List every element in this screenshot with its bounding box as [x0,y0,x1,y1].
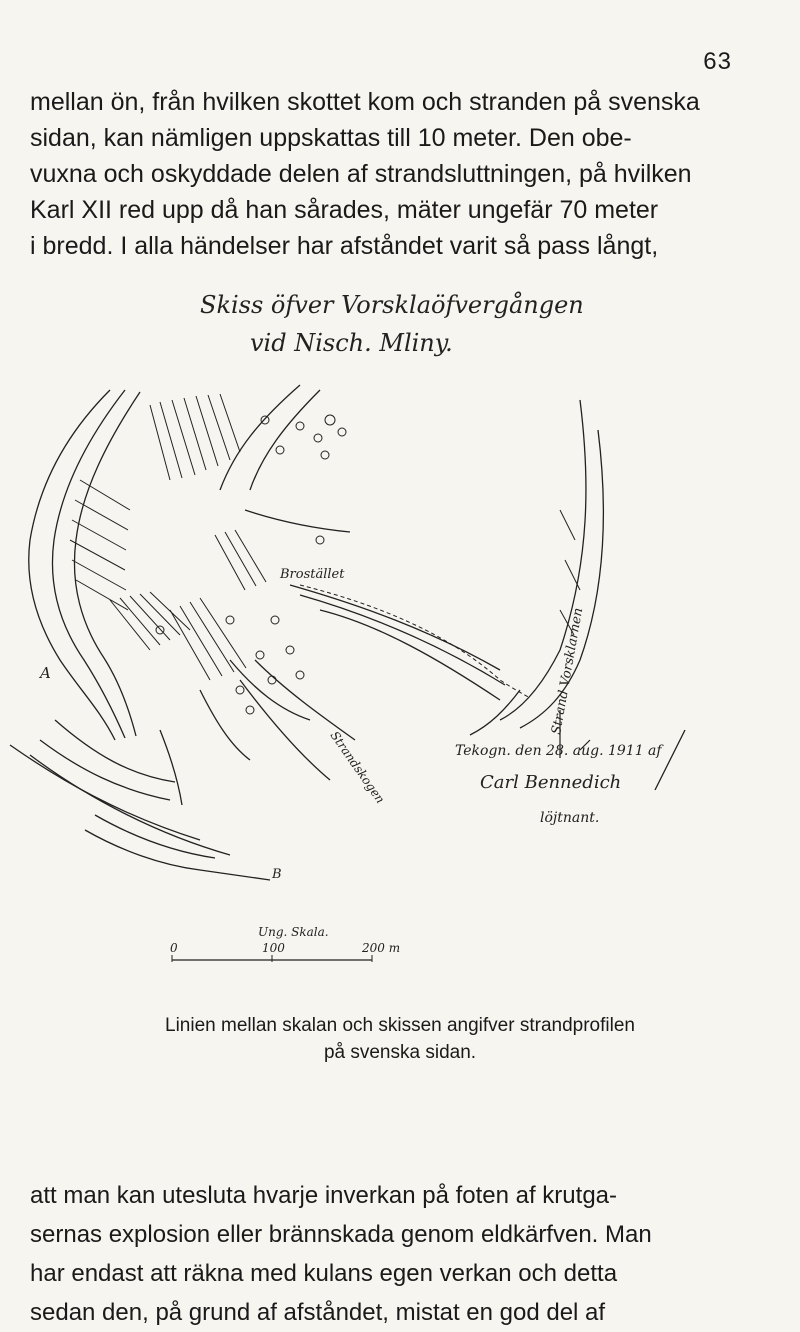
paragraph-bottom [30,1176,770,1332]
text-line: i bredd. I alla händelser har afståndet varit så pass långt, [30,232,659,260]
figure-caption [0,1012,800,1066]
label-sketch-author-1: Tekogn. den 28. aug. 1911 af [455,743,662,759]
label-sketch-author-3: löjtnant. [540,810,600,826]
contour-lines [10,385,603,880]
caption-line: Linien mellan skalan och skissen angifver strandprofilen [165,1015,635,1036]
page-number: 63 [703,48,732,75]
slope-hatching [70,394,580,680]
text-line: mellan ön, från hvilken skottet kom och stranden på svenska [30,88,700,116]
scale-title: Ung. Skala. [258,925,329,939]
label-sketch-author-2: Carl Bennedich [480,772,622,793]
paragraph-top [30,84,770,264]
text-line: har endast att räkna med kulans egen verkan och detta [30,1260,618,1287]
label-point-a: A [40,664,51,682]
caption-line: på svenska sidan. [323,1042,477,1063]
scale-label-200: 200 m [362,941,401,955]
crossing-route [300,585,530,698]
profile-line [655,730,685,790]
text-line: sernas explosion eller brännskada genom eldkärfven. Man [30,1221,652,1248]
text-line: vuxna och oskyddade delen af strandsluttningen, på hvilken [30,160,692,188]
scale-label-100: 100 [262,941,285,955]
sketch-title-line1: Skiss öfver Vorsklaöfvergången [200,291,584,319]
text-line: Karl XII red upp då han sårades, mäter ungefär 70 meter [30,196,659,224]
scale-label-0: 0 [170,941,178,955]
text-line: sedan den, på grund af afståndet, mistat en god del af [30,1299,606,1326]
label-point-b: B [272,867,282,882]
text-line: att man kan utesluta hvarje inverkan på foten af krutga- [30,1182,618,1209]
label-brostallet: Brostället [280,567,345,582]
tree-symbols [156,415,346,714]
crossing-sketch-map [0,360,800,1010]
label-strand-vorsklarnen: Strand Vorsklarnen [549,606,587,736]
sketch-title-line2: vid Nisch. Mliny. [250,329,453,357]
text-line: sidan, kan nämligen uppskattas till 10 meter. Den obe- [30,124,632,152]
sketch-title [200,286,620,362]
label-strandskogen: Strandskogen [327,728,388,806]
